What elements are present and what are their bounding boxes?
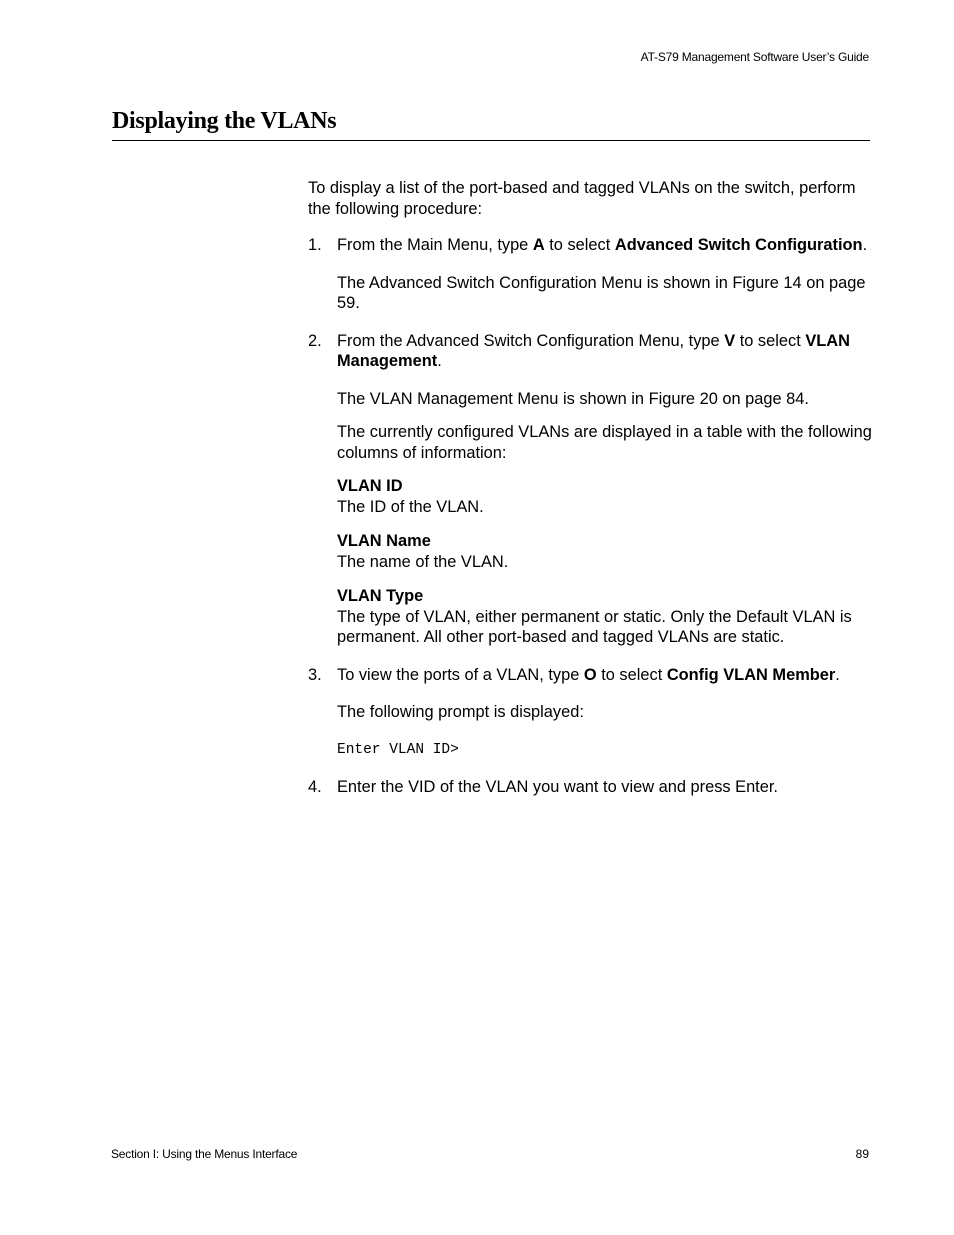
step-instruction: From the Main Menu, type A to select Advanced Switch Configuration. [337,236,868,254]
procedure-step-3 [308,665,873,761]
step-note: The following prompt is displayed: [337,703,584,721]
title-rule [112,140,870,141]
step-note: The Advanced Switch Configuration Menu is shown in Figure 14 on page 59. [337,273,866,312]
menu-option: Advanced Switch Configuration [614,236,863,254]
section-title: Displaying the VLANs [112,108,337,134]
prompt-code: Enter VLAN ID> [337,741,459,758]
step-number: 1. [308,236,322,254]
body-content [308,178,873,798]
step-number: 2. [308,331,322,350]
key-letter: V [724,331,736,350]
column-definition [337,586,873,648]
step-instruction: To view the ports of a VLAN, type O to select Config VLAN Member. [337,665,840,684]
step-instruction: From the Advanced Switch Configuration Menu, type V to select VLAN Management. [337,331,850,370]
column-term: VLAN Type [337,587,424,605]
menu-option: VLAN Management [337,331,850,370]
procedure-step-4 [308,777,873,798]
key-letter: A [532,236,545,254]
step-note: The currently configured VLANs are displayed in a table with the following columns of information: [337,423,872,462]
running-header: AT-S79 Management Software User’s Guide [640,50,869,64]
column-definition [337,476,873,517]
column-term: VLAN Name [337,532,431,550]
column-description: The name of the VLAN. [337,552,509,571]
key-letter: O [583,665,597,684]
column-term: VLAN ID [337,477,403,495]
procedure-step-1 [308,235,873,314]
column-description: The type of VLAN, either permanent or static. Only the Default VLAN is permanent. All other port-based and tagged VLANs are static. [337,607,852,646]
menu-option: Config VLAN Member [666,665,836,684]
page-number: 89 [855,1147,869,1161]
step-instruction: Enter the VID of the VLAN you want to view and press Enter. [337,778,778,796]
step-number: 3. [308,665,322,684]
running-footer-section: Section I: Using the Menus Interface [111,1147,298,1161]
intro-paragraph: To display a list of the port-based and tagged VLANs on the switch, perform the following procedure: [308,179,856,218]
column-description: The ID of the VLAN. [337,497,484,516]
procedure-step-2 [308,331,873,648]
column-definition [337,531,873,572]
step-note: The VLAN Management Menu is shown in Figure 20 on page 84. [337,389,809,408]
step-number: 4. [308,778,322,796]
